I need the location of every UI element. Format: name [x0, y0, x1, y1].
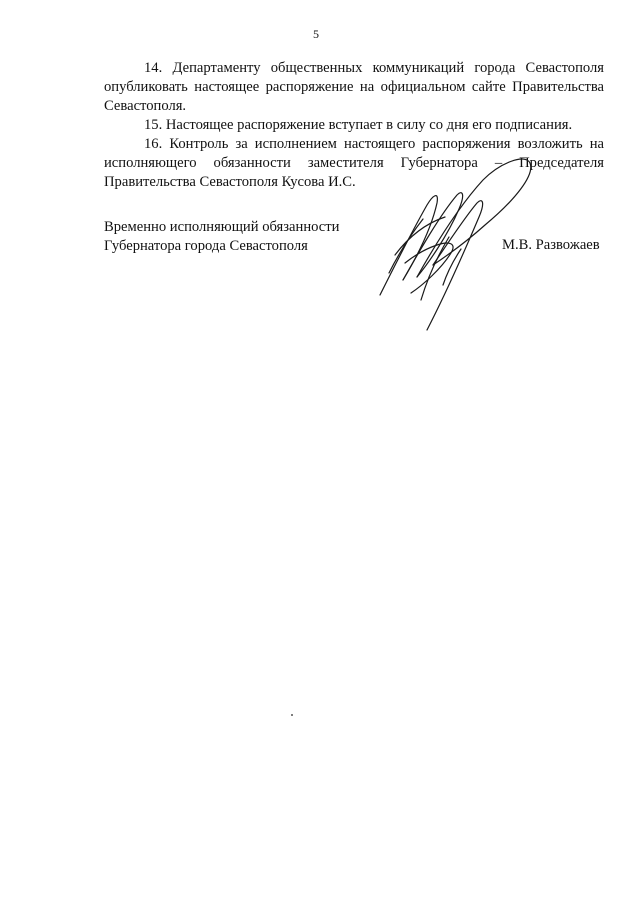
signatory-name: М.В. Развожаев — [502, 237, 600, 253]
paragraph-15: 15. Настоящее распоряжение вступает в силу со дня его подписания. — [144, 117, 573, 133]
paragraph-16: 16. Контроль за исполнением настоящего распоряжения возложить на исполняющего обязанности заместителя Губернатора – Председателя Правительства Севастополя Кусова И.С. — [104, 136, 604, 190]
scan-artifact — [291, 714, 293, 716]
signatory-title-line-2: Губернатора города Севастополя — [104, 238, 308, 254]
paragraph-14: 14. Департаменту общественных коммуникаций города Севастополя опубликовать настоящее распоряжение на официальном сайте Правительства Севастополя. — [104, 60, 604, 114]
signatory-title — [104, 218, 339, 256]
signatory-title-line-1: Временно исполняющий обязанности — [104, 219, 340, 235]
page-number: 5 — [313, 27, 319, 41]
